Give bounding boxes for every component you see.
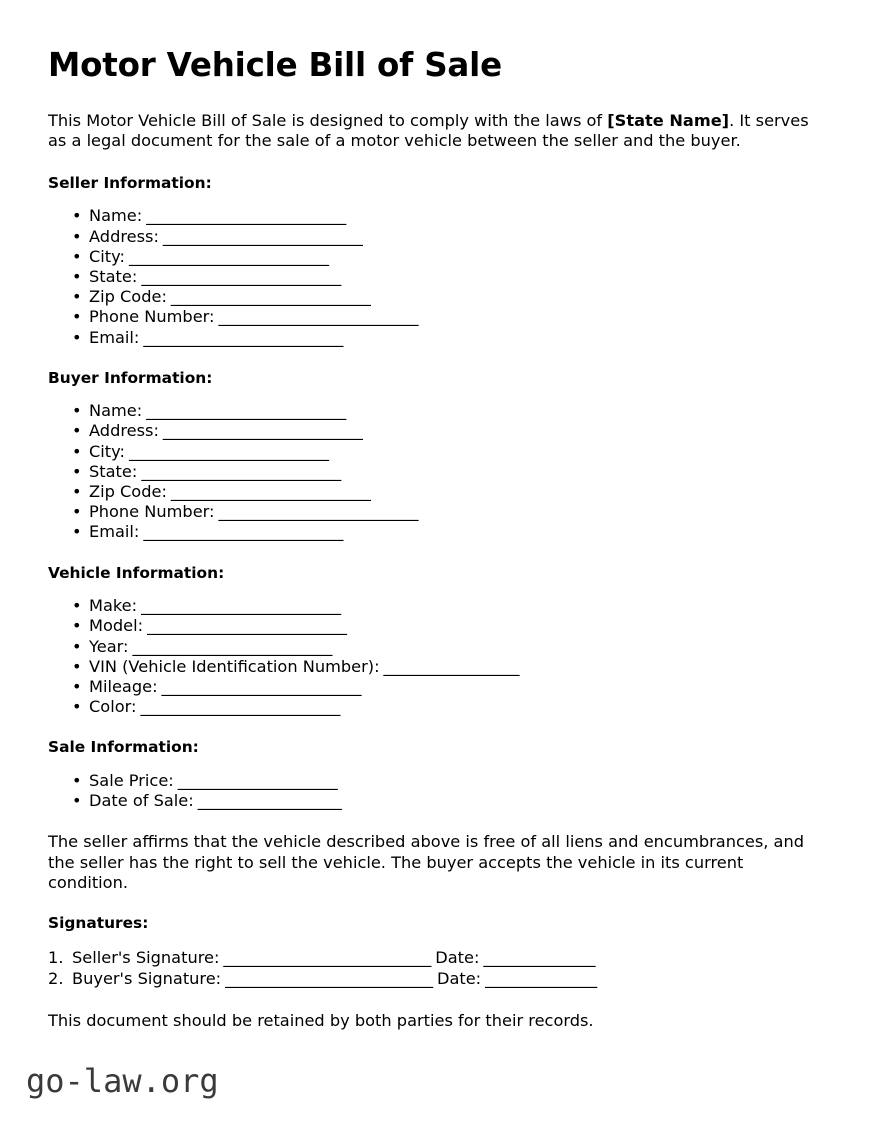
list-item — [89, 307, 821, 327]
list-item — [89, 596, 821, 616]
date-blank-line[interactable]: ______________ — [483, 947, 596, 967]
field-blank-line[interactable]: _________________________ — [162, 226, 363, 246]
field-label: Name: — [89, 206, 143, 226]
seller-field-list — [48, 206, 821, 347]
signatures-section-heading: Signatures: — [48, 914, 149, 933]
field-label: State: — [89, 461, 138, 481]
field-blank-line[interactable]: _________________________ — [218, 502, 419, 522]
list-item — [89, 421, 821, 441]
field-label: State: — [89, 266, 138, 286]
vehicle-field-list — [48, 596, 821, 717]
field-blank-line[interactable]: _________________________ — [132, 636, 333, 656]
state-name-placeholder: [State Name] — [607, 111, 730, 130]
field-blank-line[interactable]: _________________________ — [170, 287, 371, 307]
sale-section-heading: Sale Information: — [48, 738, 199, 757]
field-label: Sale Price: — [89, 770, 174, 790]
field-label: Model: — [89, 616, 144, 636]
list-item — [89, 442, 821, 462]
list-item — [89, 771, 821, 791]
vehicle-information-section — [48, 564, 821, 718]
date-label: Date: — [435, 947, 480, 967]
field-blank-line[interactable]: _________________________ — [143, 522, 344, 542]
field-label: Zip Code: — [89, 287, 167, 307]
list-item — [89, 267, 821, 287]
field-blank-line[interactable]: _________________________ — [161, 676, 362, 696]
list-item — [89, 522, 821, 542]
signature-label: Seller's Signature: — [72, 947, 220, 967]
signature-blank-line[interactable]: __________________________ — [223, 947, 432, 967]
intro-text-part1: This Motor Vehicle Bill of Sale is designed to comply with the laws of — [48, 111, 608, 130]
signatures-section — [48, 914, 821, 989]
vehicle-section-heading: Vehicle Information: — [48, 563, 225, 582]
list-item — [89, 697, 821, 717]
field-label: City: — [89, 441, 126, 461]
field-label: Name: — [89, 401, 143, 421]
field-blank-line[interactable]: _________________________ — [170, 482, 371, 502]
list-item — [89, 462, 821, 482]
retention-note: This document should be retained by both parties for their records. — [48, 1010, 594, 1030]
page-title: Motor Vehicle Bill of Sale — [48, 46, 502, 84]
site-watermark: go-law.org — [26, 1062, 219, 1100]
field-label: Address: — [89, 421, 159, 441]
field-label: City: — [89, 246, 126, 266]
field-blank-line-vin[interactable]: _________________ — [383, 656, 520, 676]
list-item — [89, 227, 821, 247]
field-label: Year: — [89, 636, 129, 656]
field-label: Color: — [89, 697, 137, 717]
document-content — [48, 46, 821, 1031]
field-label: Date of Sale: — [89, 791, 194, 811]
field-blank-line[interactable]: _________________________ — [129, 441, 329, 461]
list-item — [89, 482, 821, 502]
signature-blank-line[interactable]: __________________________ — [225, 969, 433, 989]
buyer-information-section — [48, 369, 821, 543]
buyer-field-list — [48, 401, 821, 542]
field-blank-line[interactable]: _________________________ — [141, 596, 341, 616]
list-item — [89, 637, 821, 657]
field-blank-line[interactable]: ____________________ — [177, 770, 338, 790]
affirmation-paragraph: The seller affirms that the vehicle described above is free of all liens and encumbrances, and the seller has the right to sell the vehicle. The buyer accepts the vehicle in its current condition. — [48, 832, 805, 893]
field-blank-line[interactable]: _________________________ — [147, 616, 347, 636]
field-blank-line[interactable]: _________________________ — [140, 697, 341, 717]
sale-information-section — [48, 738, 821, 811]
signature-list — [48, 947, 821, 990]
date-label: Date: — [436, 969, 482, 989]
list-item — [89, 247, 821, 267]
list-item — [72, 968, 821, 989]
sale-field-list — [48, 771, 821, 811]
field-label: Email: — [89, 522, 140, 542]
date-blank-line[interactable]: ______________ — [485, 969, 598, 989]
field-blank-line[interactable]: _________________________ — [146, 401, 347, 421]
field-blank-line[interactable]: __________________ — [197, 791, 342, 811]
field-blank-line[interactable]: _________________________ — [141, 461, 342, 481]
field-label: Phone Number: — [89, 502, 215, 522]
field-blank-line[interactable]: _________________________ — [129, 246, 329, 266]
field-label: Phone Number: — [89, 307, 215, 327]
field-label: Make: — [89, 596, 138, 616]
field-label-vin: VIN (Vehicle Identification Number): — [89, 656, 380, 676]
list-item — [89, 287, 821, 307]
seller-section-heading: Seller Information: — [48, 173, 212, 192]
list-item — [89, 401, 821, 421]
field-blank-line[interactable]: _________________________ — [218, 307, 419, 327]
list-item — [89, 677, 821, 697]
field-label: Email: — [89, 327, 140, 347]
field-label: Mileage: — [89, 676, 158, 696]
list-item — [89, 206, 821, 226]
list-item — [72, 947, 821, 968]
signature-label: Buyer's Signature: — [72, 969, 222, 989]
list-item — [89, 791, 821, 811]
field-blank-line[interactable]: _________________________ — [141, 266, 342, 286]
buyer-section-heading: Buyer Information: — [48, 368, 213, 387]
list-item — [89, 616, 821, 636]
field-label: Address: — [89, 226, 159, 246]
list-item — [89, 328, 821, 348]
intro-paragraph — [48, 111, 821, 152]
field-blank-line[interactable]: _________________________ — [143, 327, 344, 347]
field-blank-line[interactable]: _________________________ — [162, 421, 363, 441]
seller-information-section — [48, 174, 821, 348]
intro-text-part2: . It serves as a legal document for the sale of a motor vehicle between the seller and the buyer. — [48, 111, 809, 151]
list-item — [89, 657, 821, 677]
field-blank-line[interactable]: _________________________ — [146, 206, 347, 226]
list-item — [89, 502, 821, 522]
field-label: Zip Code: — [89, 482, 167, 502]
